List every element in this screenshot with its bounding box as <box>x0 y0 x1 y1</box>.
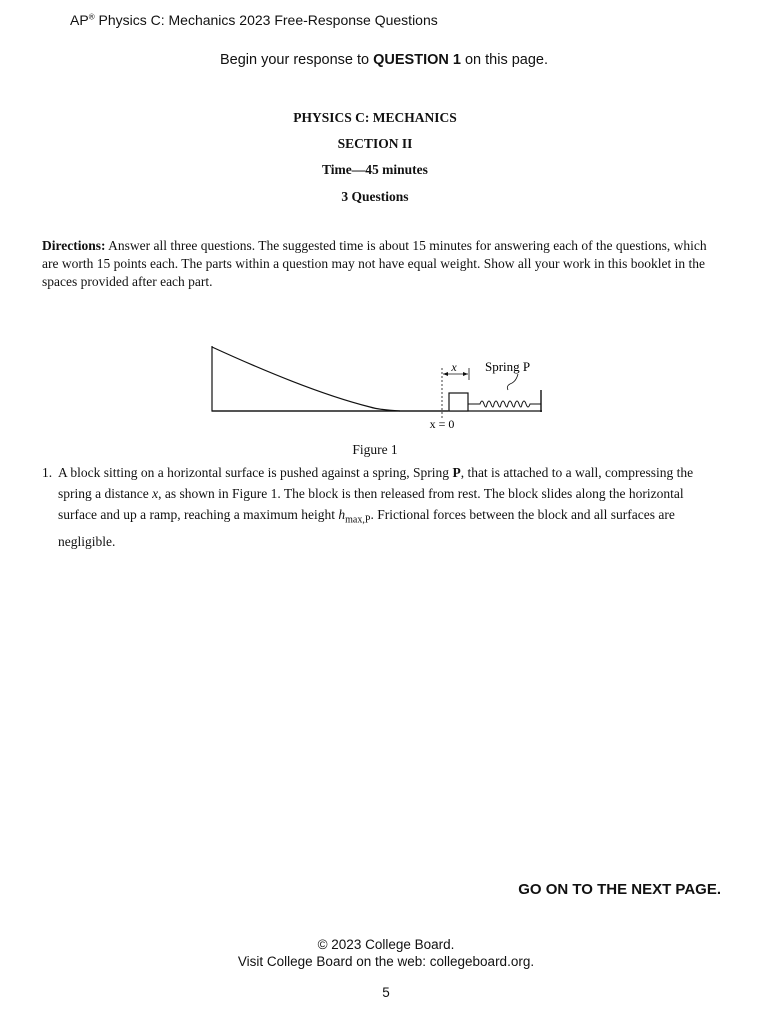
question-1 <box>42 462 714 552</box>
figure-caption: Figure 1 <box>352 442 398 457</box>
origin-label: x = 0 <box>429 417 455 431</box>
footer <box>0 936 768 970</box>
arrowhead-right <box>463 372 468 376</box>
ramp-slope <box>212 347 400 411</box>
visit-website: Visit College Board on the web: collegeboard.org. <box>237 954 535 969</box>
begin-response-line <box>0 52 768 68</box>
begin-question-number: QUESTION 1 <box>373 52 461 68</box>
directions-label: Directions: <box>42 238 106 253</box>
block <box>449 393 468 411</box>
x-dimension-label: x <box>451 360 457 374</box>
spring-leader-line <box>507 374 518 390</box>
spring-label: Spring P <box>485 359 531 374</box>
section-question-count: 3 Questions <box>341 189 409 204</box>
section-title: PHYSICS C: MECHANICS <box>293 110 457 125</box>
go-on-next-page: GO ON TO THE NEXT PAGE. <box>518 881 721 898</box>
question-text: A block sitting on a horizontal surface is pushed against a spring, Spring P, that is attached to a wall, compressing the spring a distance x, as shown in Figure 1. The block is then released from rest. The block slides along the horizontal surface and up a ramp, reaching a maximum height $h_{max,P}$. Frictional forces between the block and all surfaces are negligible. <box>58 465 694 549</box>
begin-after: on this page. <box>460 52 549 68</box>
figure-1-diagram <box>200 340 560 440</box>
question-number: 1. <box>42 465 53 480</box>
directions <box>42 237 710 291</box>
registered-mark: ® <box>88 12 95 22</box>
header-title: Physics C: Mechanics 2023 Free-Response Questions <box>94 12 438 28</box>
directions-text: Answer all three questions. The suggested time is about 15 minutes for answering each of the questions, which are worth 15 points each. The parts within a question may not have equal weight. Show all your work in this booklet in the spaces provided after each part. <box>42 238 707 289</box>
copyright: © 2023 College Board. <box>317 937 455 952</box>
running-header <box>70 12 438 28</box>
header-prefix: AP <box>70 12 89 28</box>
section-number: SECTION II <box>337 136 413 151</box>
page-number: 5 <box>382 985 390 1000</box>
section-time: Time—45 minutes <box>322 162 428 177</box>
spring-p <box>468 401 541 407</box>
ramp <box>212 346 448 411</box>
arrowhead-left <box>443 372 448 376</box>
begin-before: Begin your response to <box>219 52 374 68</box>
